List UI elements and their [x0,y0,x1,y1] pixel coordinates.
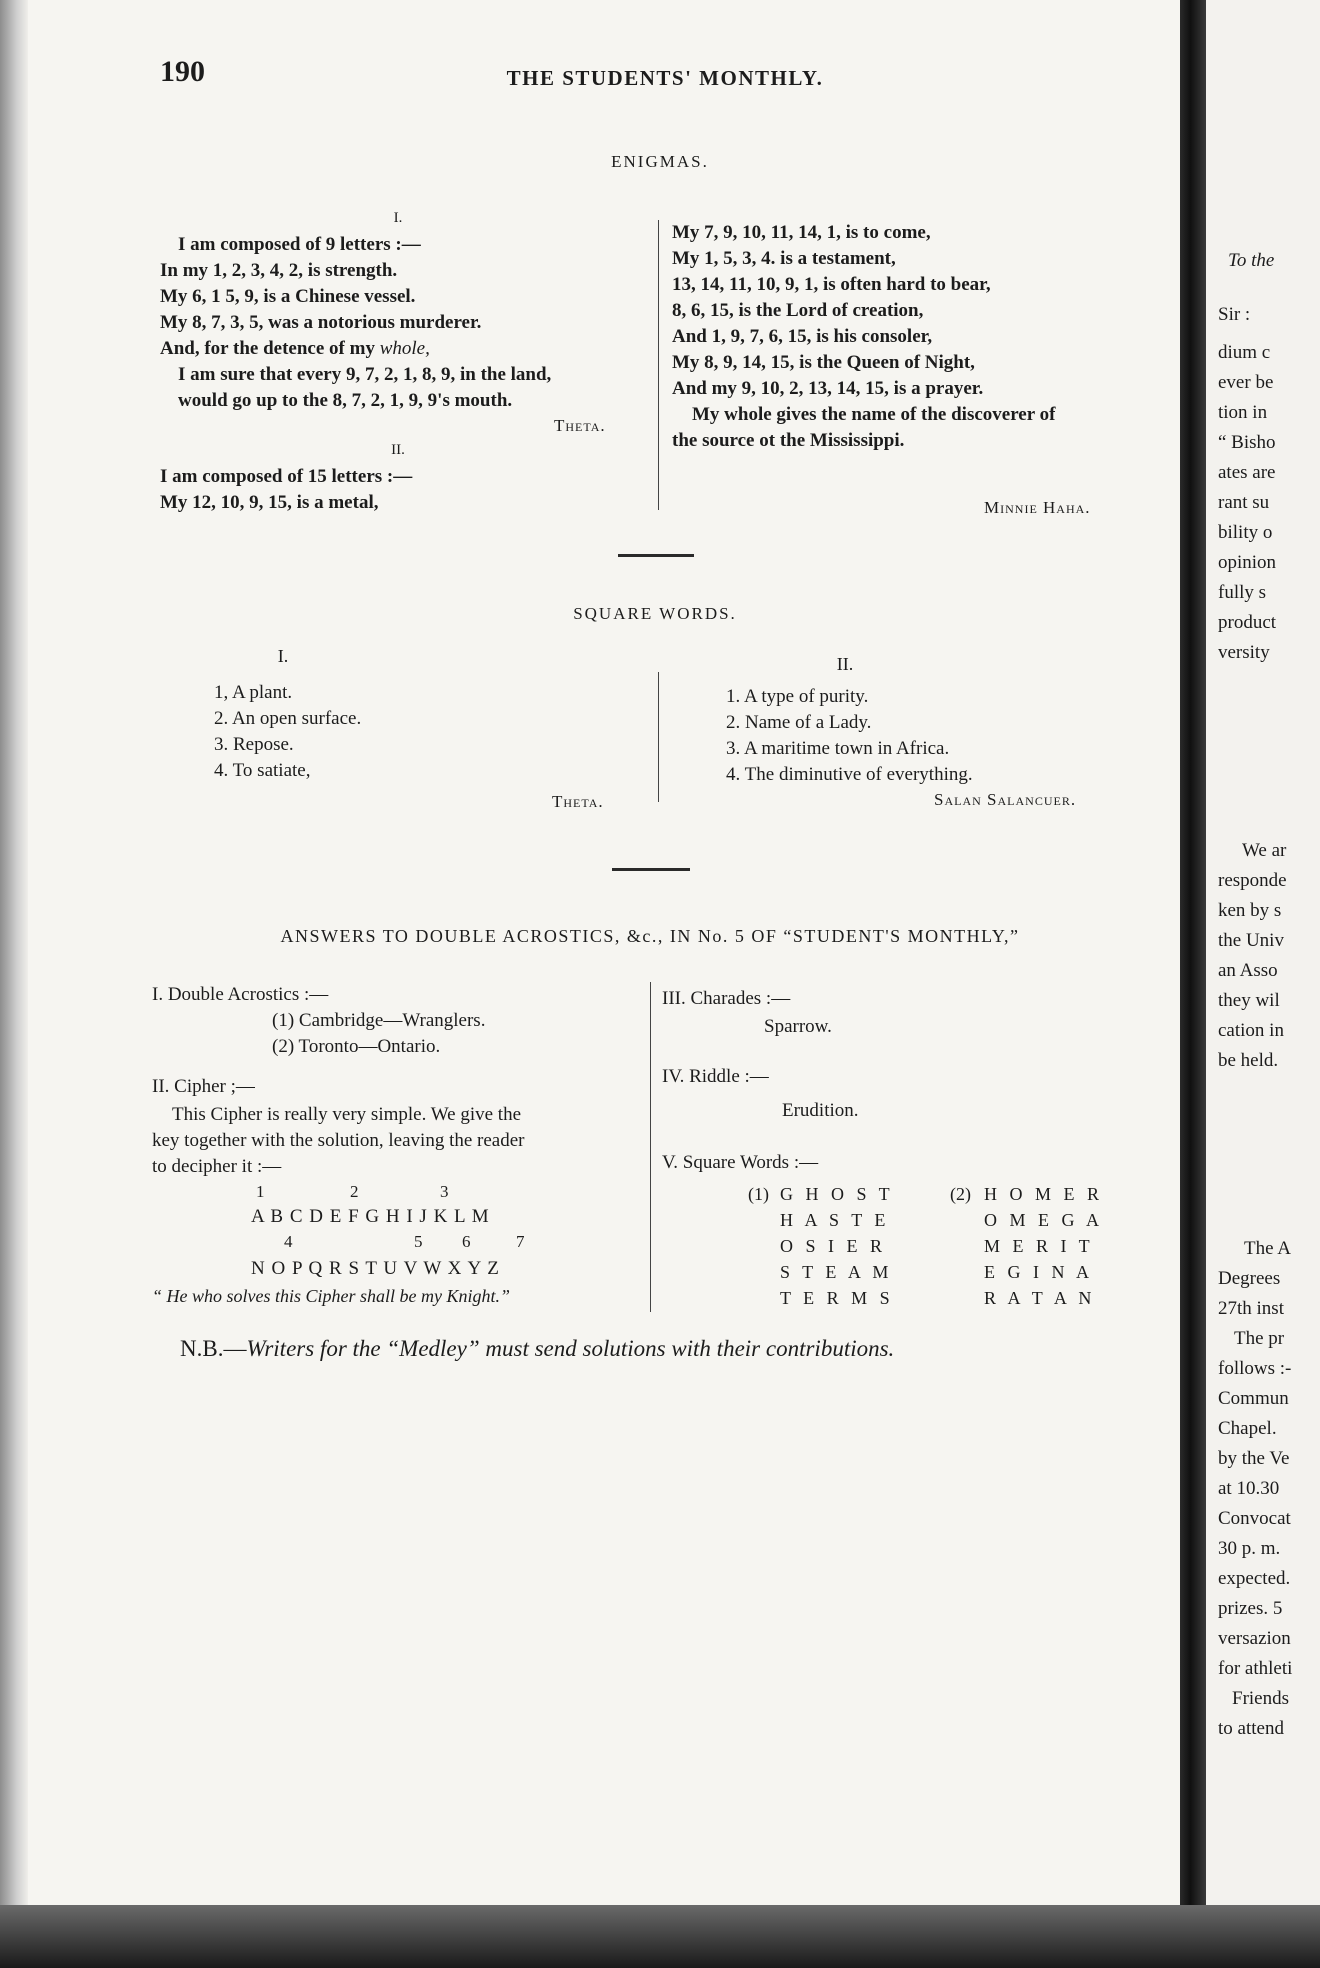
nb-note [180,1336,894,1362]
enigma-two-numeral: II. [391,442,405,458]
next-page-line: Degrees [1218,1268,1281,1289]
square-words-two-numeral: II. [836,654,854,674]
enigma-two-line: I am composed of 15 letters :— [160,466,413,487]
next-page-line: rant su [1218,492,1270,513]
cipher-key-number: 3 [440,1182,449,1201]
next-page-line: 30 p. m. [1218,1538,1281,1559]
next-page-line: bility o [1218,522,1273,543]
enigma-one-italic: whole, [379,338,430,359]
enigma-one-line [160,336,430,362]
square-words-one-item: 3. Repose. [214,734,294,755]
next-page-line: tion in [1218,402,1268,423]
square-words-one-signature: Theta. [552,792,604,811]
cipher-text-line: key together with the solution, leaving the reader [152,1130,525,1151]
square-two-label: (2) [950,1184,971,1204]
square-two-row: E G I N A [984,1262,1093,1282]
next-page-line: at 10.30 [1218,1478,1280,1499]
riddle-heading: IV. Riddle :— [662,1066,769,1087]
square-two-row: H O M E R [984,1184,1104,1204]
book-spine-shadow [1180,0,1206,1968]
enigma-one-line: My 8, 7, 3, 5, was a notorious murderer. [160,312,482,333]
acrostics-heading: I. Double Acrostics :— [152,984,329,1005]
square-words-heading: V. Square Words :— [662,1152,819,1173]
cipher-key-number: 4 [284,1232,293,1251]
next-page-line: Sir : [1218,304,1251,325]
next-page-line: Convocat [1218,1508,1291,1529]
enigma-one-line-text: And, for the detence of my [160,338,380,359]
enigma-two-line: My 8, 9, 14, 15, is the Queen of Night, [672,352,975,373]
cipher-key-number: 2 [350,1182,359,1201]
next-page-line: to attend [1218,1718,1284,1739]
enigma-two-line: the source ot the Mississippi. [672,430,905,451]
enigma-one-line: My 6, 1 5, 9, is a Chinese vessel. [160,286,416,307]
square-one-row: H A S T E [780,1210,890,1230]
answers-title: ANSWERS TO DOUBLE ACROSTICS, &c., IN No. 5 OF “STUDENT'S MONTHLY,” [280,926,1020,946]
square-one-row: S T E A M [780,1262,893,1282]
nb-prefix: N.B.— [180,1336,247,1361]
charades-heading: III. Charades :— [662,988,791,1009]
scan-left-edge [0,0,28,1968]
next-page-line: We ar [1242,840,1287,861]
cipher-key-number: 6 [462,1232,471,1251]
next-page-fragment [1206,0,1320,1968]
next-page-line: cation in [1218,1020,1284,1041]
next-page-line: Commun [1218,1388,1289,1409]
square-words-one-item: 4. To satiate, [214,760,311,781]
nb-text: Writers for the “Medley” must send solutions with their contributions. [246,1336,895,1361]
cipher-key-number: 7 [516,1232,525,1251]
cipher-text-line: to decipher it :— [152,1156,282,1177]
square-words-one-item: 2. An open surface. [214,708,362,729]
acrostic-answer: (2) Toronto—Ontario. [272,1036,441,1057]
next-page-line: ates are [1218,462,1276,483]
riddle-answer: Erudition. [782,1100,859,1121]
cipher-text-line: This Cipher is really very simple. We give the [172,1104,522,1125]
next-page-line: versazion [1218,1628,1291,1649]
square-words-two-item: 3. A maritime town in Africa. [726,738,950,759]
acrostic-answer: (1) Cambridge—Wranglers. [272,1010,486,1031]
cipher-key-number: 5 [414,1232,423,1251]
next-page-line: fully s [1218,582,1267,603]
running-head: THE STUDENTS' MONTHLY. [506,66,824,90]
charades-answer: Sparrow. [764,1016,832,1037]
square-words-two-item: 1. A type of purity. [726,686,869,707]
next-page-line: prizes. 5 [1218,1598,1283,1619]
enigma-one-line: would go up to the 8, 7, 2, 1, 9, 9's mouth. [178,390,513,411]
next-page-line: product [1218,612,1277,633]
cipher-heading: II. Cipher ;— [152,1076,255,1097]
square-words-title: SQUARE WORDS. [573,604,737,623]
square-two-row: R A T A N [984,1288,1096,1308]
next-page-line: Friends [1232,1688,1289,1709]
section-rule [612,868,690,871]
next-page-line: expected. [1218,1568,1291,1589]
enigma-one-numeral: I. [393,210,403,226]
next-page-line: The A [1244,1238,1291,1259]
enigma-one-signature: Theta. [554,416,606,435]
answers-column-rule [650,982,651,1312]
square-one-row: G H O S T [780,1184,894,1204]
square-words-column-rule [658,672,659,802]
cipher-solution: “ He who solves this Cipher shall be my Knight.” [152,1286,511,1306]
enigma-two-line: 13, 14, 11, 10, 9, 1, is often hard to bear, [672,274,991,295]
next-page-line: responde [1218,870,1287,891]
enigma-two-line: And 1, 9, 7, 6, 15, is his consoler, [672,326,933,347]
square-one-row: T E R M S [780,1288,894,1308]
enigma-two-line: My whole gives the name of the discoverer of [692,404,1056,425]
cipher-key-number: 1 [256,1182,265,1201]
square-words-two-item: 2. Name of a Lady. [726,712,872,733]
next-page-line: Chapel. [1218,1418,1277,1439]
next-page-line: they wil [1218,990,1280,1011]
section-rule [618,554,694,557]
next-page-line: To the [1228,250,1275,271]
enigma-one-line: I am composed of 9 letters :— [178,234,421,255]
cipher-key-row: A B C D E F G H I J K L M [251,1206,490,1227]
next-page-line: follows :- [1218,1358,1292,1379]
next-page-line: ken by s [1218,900,1282,921]
square-two-row: M E R I T [984,1236,1094,1256]
enigma-column-rule [658,220,659,510]
next-page-line: by the Ve [1218,1448,1290,1469]
square-one-label: (1) [748,1184,769,1204]
enigma-two-line: 8, 6, 15, is the Lord of creation, [672,300,924,321]
next-page-line: The pr [1234,1328,1285,1349]
next-page-line: the Univ [1218,930,1284,951]
square-words-two-signature: Salan Salancuer. [934,790,1077,809]
enigma-two-line: And my 9, 10, 2, 13, 14, 15, is a prayer. [672,378,984,399]
enigma-two-line: My 1, 5, 3, 4. is a testament, [672,248,896,269]
enigma-two-line: My 12, 10, 9, 15, is a metal, [160,492,379,513]
bottom-shadow [0,1905,1320,1968]
square-words-one-item: 1, A plant. [214,682,293,703]
cipher-key-row: N O P Q R S T U V W X Y Z [251,1258,500,1279]
next-page-line: opinion [1218,552,1277,573]
next-page-line: an Asso [1218,960,1278,981]
enigma-one-line: I am sure that every 9, 7, 2, 1, 8, 9, in the land, [178,364,552,385]
square-one-row: O S I E R [780,1236,887,1256]
next-page-line: be held. [1218,1050,1279,1071]
next-page-line: for athleti [1218,1658,1293,1679]
square-words-one-numeral: I. [277,646,289,666]
enigmas-title: ENIGMAS. [611,152,709,171]
enigma-one-line: In my 1, 2, 3, 4, 2, is strength. [160,260,398,281]
square-words-two-item: 4. The diminutive of everything. [726,764,973,785]
next-page-line: dium c [1218,342,1271,363]
enigma-two-line: My 7, 9, 10, 11, 14, 1, is to come, [672,222,931,243]
next-page-line: “ Bisho [1218,432,1276,453]
next-page-line: versity [1218,642,1270,663]
next-page-line: 27th inst [1218,1298,1284,1319]
page-number: 190 [160,55,205,88]
square-two-row: O M E G A [984,1210,1104,1230]
next-page-line: ever be [1218,372,1274,393]
enigma-two-signature: Minnie Haha. [984,498,1091,517]
